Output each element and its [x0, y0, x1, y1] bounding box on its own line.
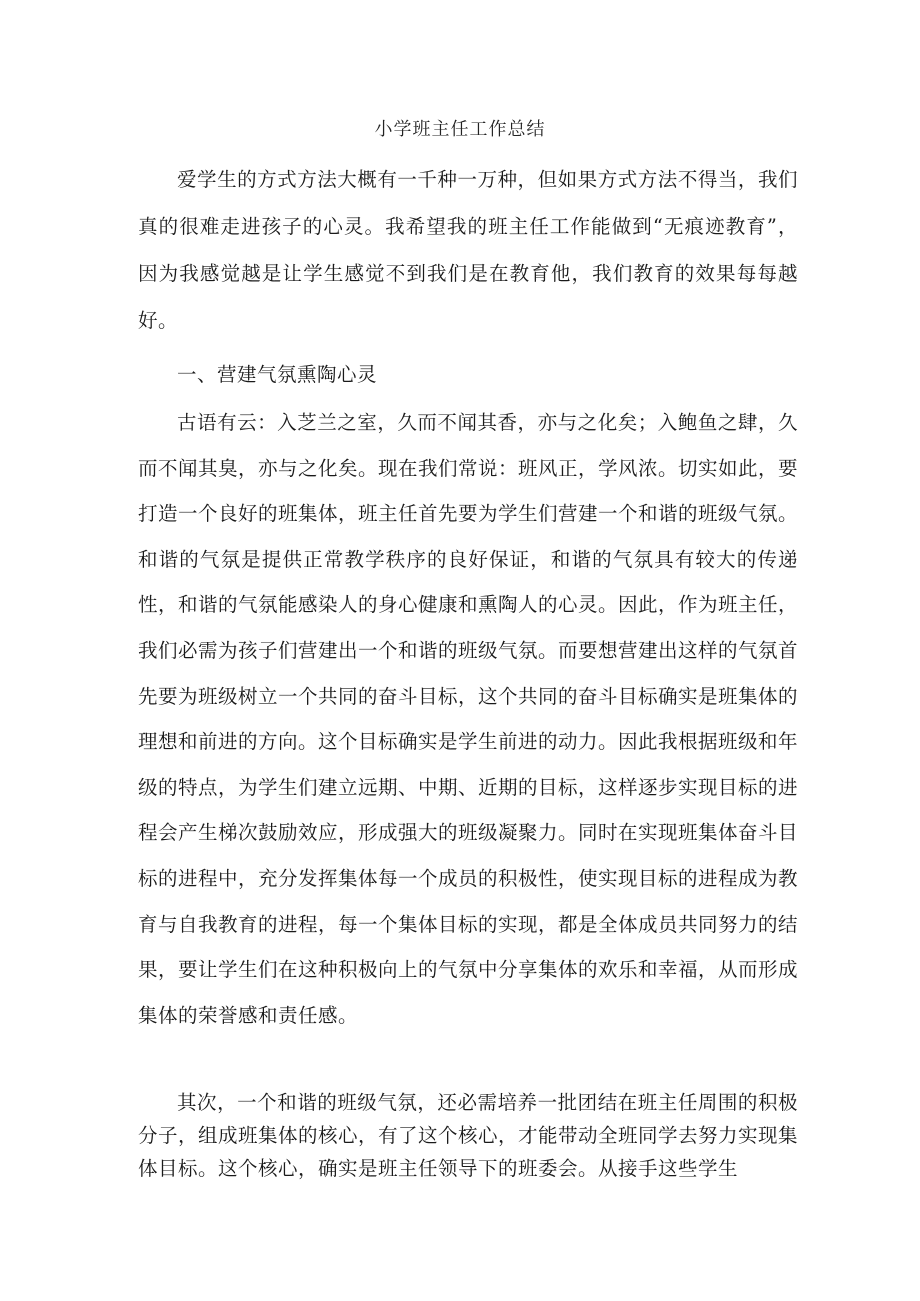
body-paragraph: 古语有云：入芝兰之室，久而不闻其香，亦与之化矣；入鲍鱼之肆，久而不闻其臭，亦与之化矣。现在我们常说：班风正，学风浓。切实如此，要打造一个良好的班集体，班主任首先要为学生们营建一个和谐的班级气氛。和谐的气氛是提供正常教学秩序的良好保证，和谐的气氛具有较大的传递性，和谐的气氛能感染人的身心健康和熏陶人的心灵。因此，作为班主任，我们必需为孩子们营建出一个和谐的班级气氛。而要想营建出这样的气氛首先要为班级树立一个共同的奋斗目标，这个共同的奋斗目标确实是班集体的理想和前进的方向。这个目标确实是学生前进的动力。因此我根据班级和年级的特点，为学生们建立远期、中期、近期的目标，这样逐步实现目标的进程会产生梯次鼓励效应，形成强大的班级凝聚力。同时在实现班集体奋斗目标的进程中，充分发挥集体每一个成员的积极性，使实现目标的进程成为教育与自我教育的进程，每一个集体目标的实现，都是全体成员共同努力的结果，要让学生们在这种积极向上的气氛中分享集体的欢乐和幸福，从而形成集体的荣誉感和责任感。: [138, 411, 799, 1027]
intro-paragraph: 爱学生的方式方法大概有一千种一万种，但如果方式方法不得当，我们真的很难走进孩子的心灵。我希望我的班主任工作能做到“无痕迹教育”，因为我感觉越是让学生感觉不到我们是在教育他，我们教育的效果每每越好。: [138, 168, 798, 332]
section-heading: 一、营建气氛熏陶心灵: [177, 363, 378, 386]
document-title: 小学班主任工作总结: [374, 119, 546, 140]
body-paragraph-continued: 其次，一个和谐的班级气氛，还必需培养一批团结在班主任周围的积极分子，组成班集体的核心，有了这个核心，才能带动全班同学去努力实现集体目标。这个核心，确实是班主任领导下的班委会。从接手这些学生: [138, 1091, 799, 1180]
